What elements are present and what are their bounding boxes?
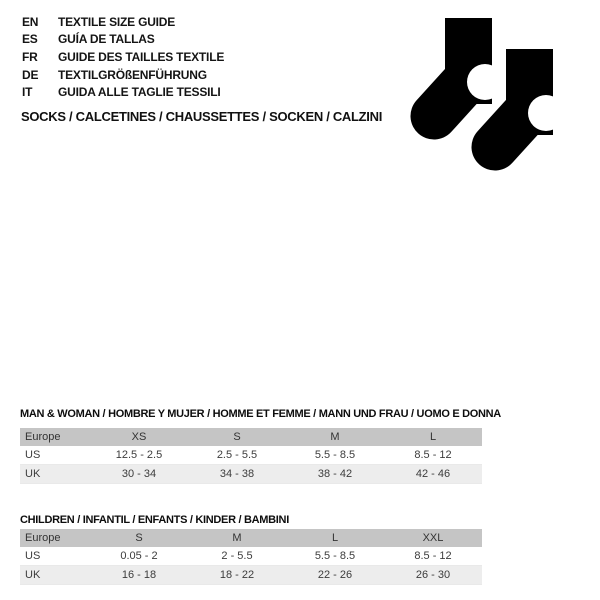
size-value: 8.5 - 12	[414, 449, 452, 461]
guide-title-it: GUIDA ALLE TAGLIE TESSILI	[58, 85, 221, 100]
column-header-size: M	[330, 431, 340, 443]
size-value: 2.5 - 5.5	[216, 449, 258, 461]
size-value: 38 - 42	[317, 468, 353, 480]
language-code: ES	[22, 32, 38, 47]
language-code: EN	[22, 14, 39, 29]
size-value: 22 - 26	[317, 569, 353, 581]
row-label: UK	[25, 468, 41, 480]
size-value: 18 - 22	[219, 569, 255, 581]
size-table	[20, 428, 482, 484]
language-row-en	[22, 13, 224, 31]
language-guide-list	[22, 13, 224, 101]
table-row-uk	[20, 566, 482, 585]
size-value: 30 - 34	[121, 468, 157, 480]
guide-title-fr: GUIDE DES TAILLES TEXTILE	[58, 49, 225, 64]
column-header-size: XS	[131, 431, 147, 443]
table-row-us	[20, 446, 482, 465]
column-header-region: Europe	[25, 431, 61, 443]
size-value: 34 - 38	[219, 468, 255, 480]
category-heading: SOCKS / CALCETINES / CHAUSSETTES / SOCKEN / CALZINI	[21, 109, 383, 124]
guide-title-es: GUÍA DE TALLAS	[58, 32, 155, 47]
size-value: 12.5 - 2.5	[115, 449, 163, 461]
table-header-row	[20, 428, 482, 446]
size-table-children	[20, 514, 483, 585]
table-title-man-woman: MAN & WOMAN / HOMBRE Y MUJER / HOMME ET FEMME / MANN UND FRAU / UOMO E DONNA	[20, 408, 501, 420]
size-value: 2 - 5.5	[221, 550, 253, 562]
language-code: DE	[22, 67, 39, 82]
table-title-children: CHILDREN / INFANTIL / ENFANTS / KINDER / BAMBINI	[20, 514, 289, 526]
language-row-es	[22, 31, 224, 49]
language-code: FR	[22, 49, 38, 64]
column-header-size: L	[331, 532, 339, 544]
language-row-it	[22, 83, 224, 101]
table-row-uk	[20, 465, 482, 484]
row-label: US	[25, 449, 41, 461]
size-value: 0.05 - 2	[120, 550, 158, 562]
row-label: UK	[25, 569, 41, 581]
language-row-de	[22, 66, 224, 84]
column-header-size: M	[232, 532, 242, 544]
column-header-region: Europe	[25, 532, 61, 544]
guide-title-de: TEXTILGRÖßENFÜHRUNG	[58, 67, 207, 82]
column-header-size: S	[233, 431, 241, 443]
size-value: 26 - 30	[415, 569, 451, 581]
guide-title-en: TEXTILE SIZE GUIDE	[58, 14, 176, 29]
socks-icon	[400, 10, 570, 182]
column-header-size: XXL	[422, 532, 444, 544]
size-table-man-woman	[20, 408, 501, 484]
size-value: 8.5 - 12	[414, 550, 452, 562]
table-header-row	[20, 529, 482, 547]
size-table	[20, 529, 482, 585]
column-header-size: S	[135, 532, 143, 544]
size-value: 16 - 18	[121, 569, 157, 581]
size-value: 5.5 - 8.5	[314, 449, 356, 461]
size-value: 5.5 - 8.5	[314, 550, 356, 562]
column-header-size: L	[429, 431, 437, 443]
size-value: 42 - 46	[415, 468, 451, 480]
language-row-fr	[22, 48, 224, 66]
socks-icon-svg	[400, 10, 570, 182]
row-label: US	[25, 550, 41, 562]
table-row-us	[20, 547, 482, 566]
language-code: IT	[22, 85, 33, 100]
